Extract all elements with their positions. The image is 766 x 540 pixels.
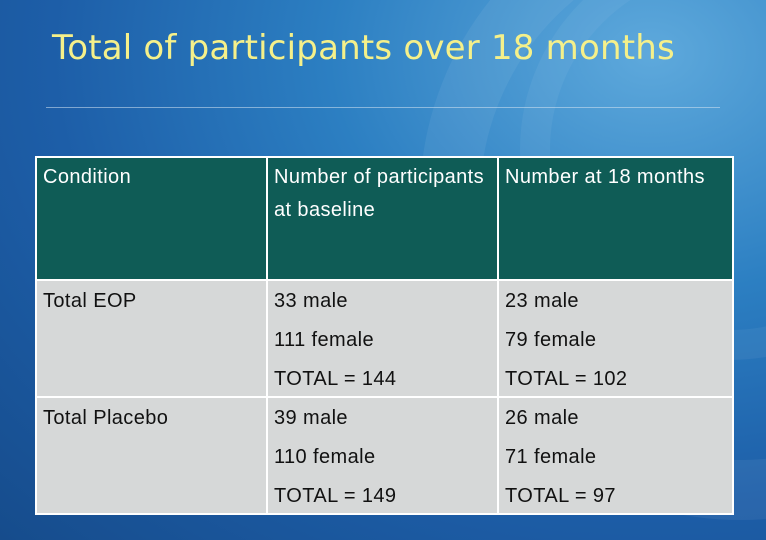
table-row bbox=[36, 397, 733, 514]
months18-total: TOTAL = 102 bbox=[505, 368, 628, 390]
months18-cell bbox=[498, 397, 733, 514]
months18-male: 26 male bbox=[505, 407, 579, 429]
baseline-cell bbox=[267, 397, 498, 514]
baseline-male: 39 male bbox=[274, 407, 348, 429]
slide-title: Total of participants over 18 months bbox=[52, 28, 675, 68]
months18-female: 71 female bbox=[505, 446, 597, 468]
baseline-male: 33 male bbox=[274, 290, 348, 312]
header-condition: Condition bbox=[36, 157, 267, 280]
table-header-row bbox=[36, 157, 733, 280]
header-baseline: Number of participants at baseline bbox=[267, 157, 498, 280]
condition-cell: Total EOP bbox=[36, 280, 267, 397]
participants-table bbox=[35, 156, 734, 515]
header-18-months: Number at 18 months bbox=[498, 157, 733, 280]
months18-total: TOTAL = 97 bbox=[505, 485, 616, 507]
baseline-female: 110 female bbox=[274, 446, 376, 468]
baseline-female: 111 female bbox=[274, 329, 374, 351]
condition-cell: Total Placebo bbox=[36, 397, 267, 514]
baseline-total: TOTAL = 144 bbox=[274, 368, 397, 390]
baseline-total: TOTAL = 149 bbox=[274, 485, 397, 507]
baseline-cell bbox=[267, 280, 498, 397]
table-row bbox=[36, 280, 733, 397]
title-divider bbox=[46, 107, 720, 108]
months18-female: 79 female bbox=[505, 329, 597, 351]
months18-cell bbox=[498, 280, 733, 397]
months18-male: 23 male bbox=[505, 290, 579, 312]
